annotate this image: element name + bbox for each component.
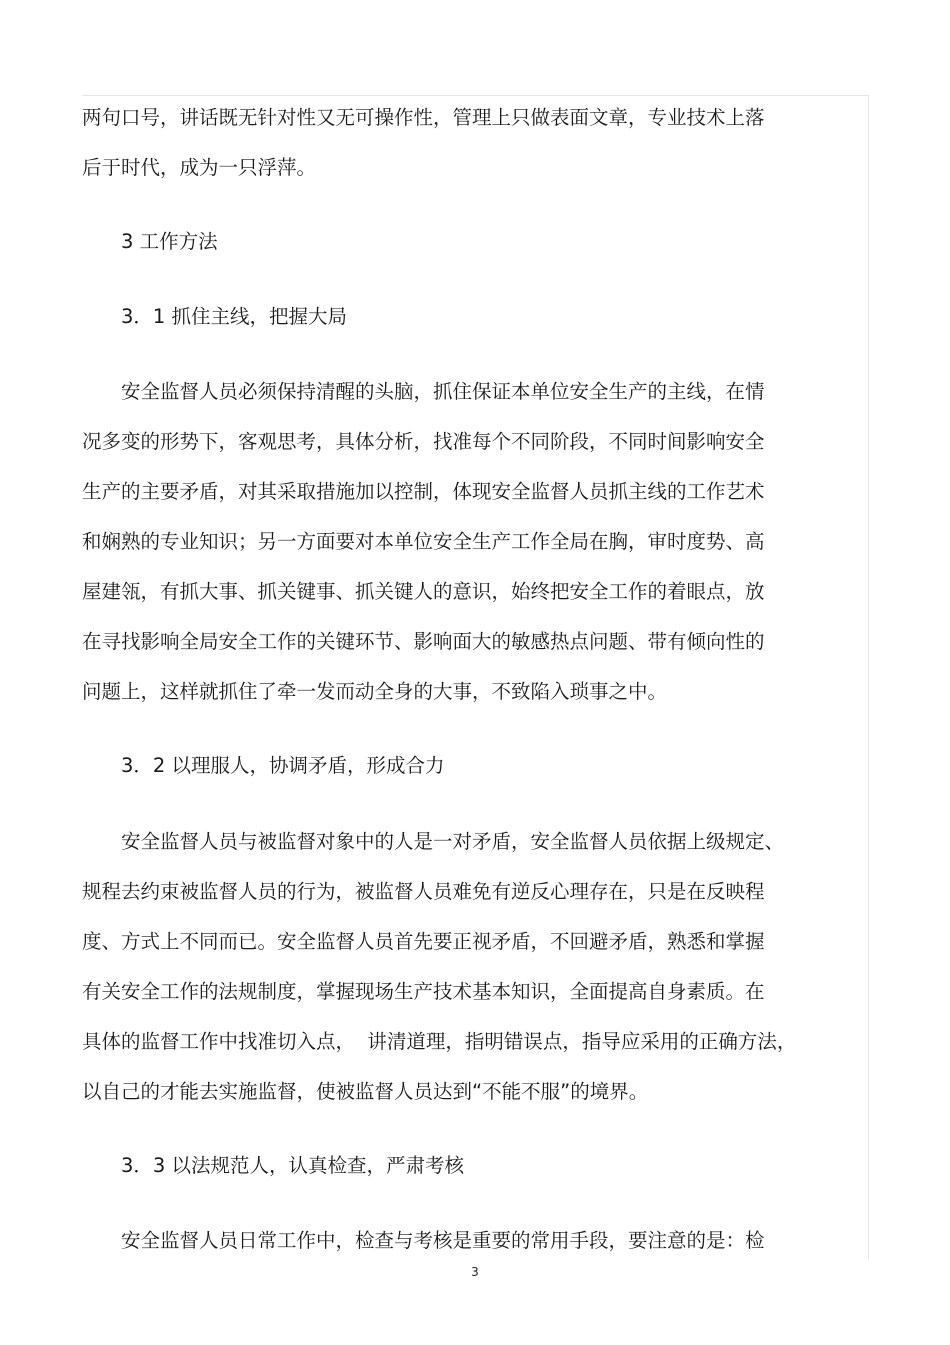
page-border-right bbox=[868, 95, 869, 1260]
text-line: 有关安全工作的法规制度，掌握现场生产技术基本知识，全面提高自身素质。在 bbox=[82, 980, 765, 1003]
text-line: 屋建瓴，有抓大事、抓关键事、抓关键人的意识，始终把安全工作的着眼点，放 bbox=[82, 580, 765, 603]
subsection-heading: 3．3 以法规范人，认真检查，严肃考核 bbox=[121, 1154, 465, 1177]
text-line: 安全监督人员与被监督对象中的人是一对矛盾，安全监督人员依据上级规定、 bbox=[121, 830, 785, 853]
text-line: 况多变的形势下，客观思考，具体分析，找准每个不同阶段，不同时间影响安全 bbox=[82, 430, 765, 453]
text-line: 安全监督人员必须保持清醒的头脑，抓住保证本单位安全生产的主线，在情 bbox=[121, 380, 765, 403]
text-line: 规程去约束被监督人员的行为，被监督人员难免有逆反心理存在，只是在反映程 bbox=[82, 880, 765, 903]
section-heading: 3 工作方法 bbox=[121, 230, 218, 253]
page-number: 3 bbox=[471, 1265, 479, 1279]
text-line: 以自己的才能去实施监督，使被监督人员达到“不能不服”的境界。 bbox=[82, 1080, 649, 1103]
page-border-top bbox=[82, 95, 868, 96]
text-line: 具体的监督工作中找准切入点， 讲清道理，指明错误点，指导应采用的正确方法， bbox=[82, 1030, 797, 1053]
text-line: 后于时代，成为一只浮萍。 bbox=[82, 156, 317, 179]
text-line: 度、方式上不同而已。安全监督人员首先要正视矛盾，不回避矛盾，熟悉和掌握 bbox=[82, 930, 765, 953]
text-line: 两句口号，讲话既无针对性又无可操作性，管理上只做表面文章，专业技术上落 bbox=[82, 106, 765, 129]
text-line: 生产的主要矛盾，对其采取措施加以控制，体现安全监督人员抓主线的工作艺术 bbox=[82, 480, 765, 503]
text-line: 和娴熟的专业知识；另一方面要对本单位安全生产工作全局在胸，审时度势、高 bbox=[82, 530, 765, 553]
subsection-heading: 3．2 以理服人，协调矛盾，形成合力 bbox=[121, 754, 445, 777]
text-line: 在寻找影响全局安全工作的关键环节、影响面大的敏感热点问题、带有倾向性的 bbox=[82, 630, 765, 653]
text-line: 问题上，这样就抓住了牵一发而动全身的大事，不致陷入琐事之中。 bbox=[82, 680, 668, 703]
text-line: 安全监督人员日常工作中，检查与考核是重要的常用手段，要注意的是：检 bbox=[121, 1229, 765, 1252]
subsection-heading: 3．1 抓住主线，把握大局 bbox=[121, 305, 348, 328]
